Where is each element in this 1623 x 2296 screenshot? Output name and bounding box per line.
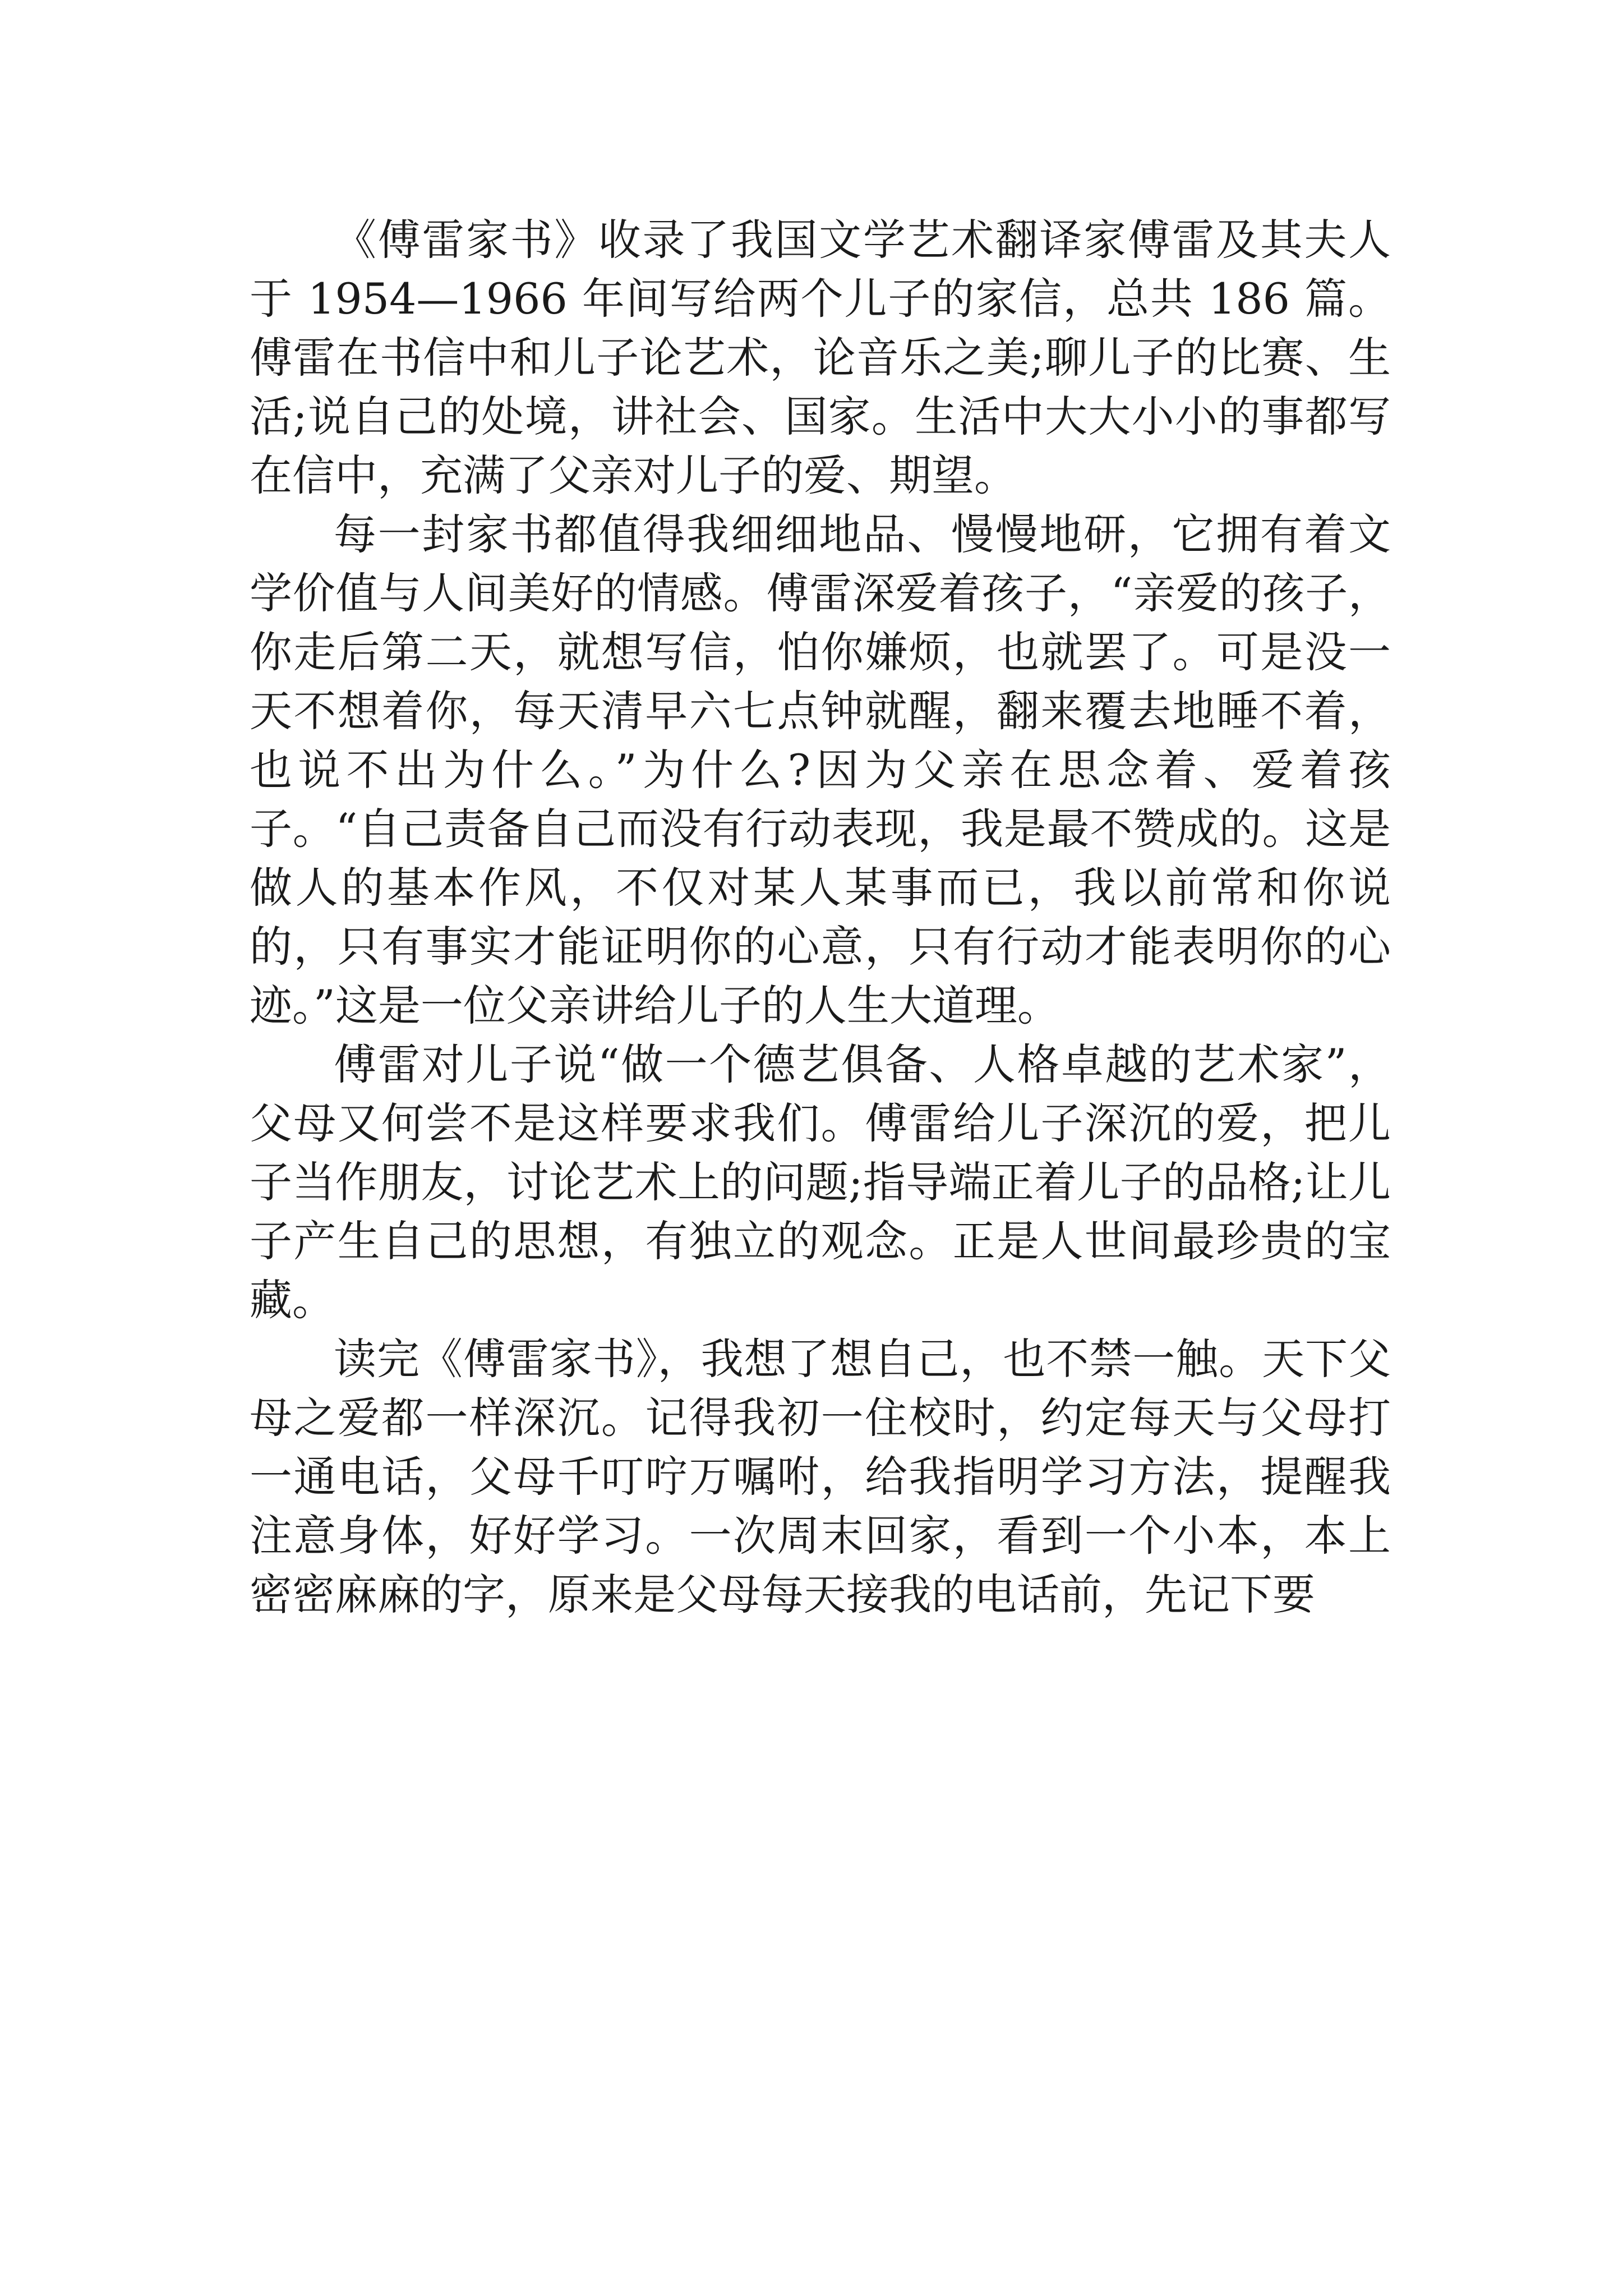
paragraph-3: 傅雷对儿子说“做一个德艺俱备、人格卓越的艺术家”，父母又何尝不是这样要求我们。傅雷给儿子深沉的爱，把儿子当作朋友，讨论艺术上的问题;指导端正着儿子的品格;让儿子产生自己的思想，有独立的观念。正是人世间最珍贵的宝藏。 [250, 1039, 1391, 1325]
paragraph-2: 每一封家书都值得我细细地品、慢慢地研，它拥有着文学价值与人间美好的情感。傅雷深爱着孩子，“亲爱的孩子，你走后第二天，就想写信，怕你嫌烦，也就罢了。可是没一天不想着你，每天清早六七点钟就醒，翻来覆去地睡不着，也说不出为什么。”为什么?因为父亲在思念着、爱着孩子。“自己责备自己而没有行动表现，我是最不赞成的。这是做人的基本作风，不仅对某人某事而已，我以前常和你说的，只有事实才能证明你的心意，只有行动才能表明你的心迹。”这是一位父亲讲给儿子的人生大道理。 [250, 509, 1391, 1030]
paragraph-1: 《傅雷家书》收录了我国文学艺术翻译家傅雷及其夫人于 1954—1966 年间写给两个儿子的家信，总共 186 篇。傅雷在书信中和儿子论艺术，论音乐之美;聊儿子的比赛、生活;说自己的处境，讲社会、国家。生活中大大小小的事都写在信中，充满了父亲对儿子的爱、期望。 [250, 215, 1391, 500]
paragraph-4: 读完《傅雷家书》，我想了想自己，也不禁一触。天下父母之爱都一样深沉。记得我初一住校时，约定每天与父母打一通电话，父母千叮咛万嘱咐，给我指明学习方法，提醒我注意身体，好好学习。一次周末回家，看到一个小本，本上密密麻麻的字，原来是父母每天接我的电话前，先记下要 [250, 1334, 1391, 1619]
essay-body [250, 210, 1391, 1624]
